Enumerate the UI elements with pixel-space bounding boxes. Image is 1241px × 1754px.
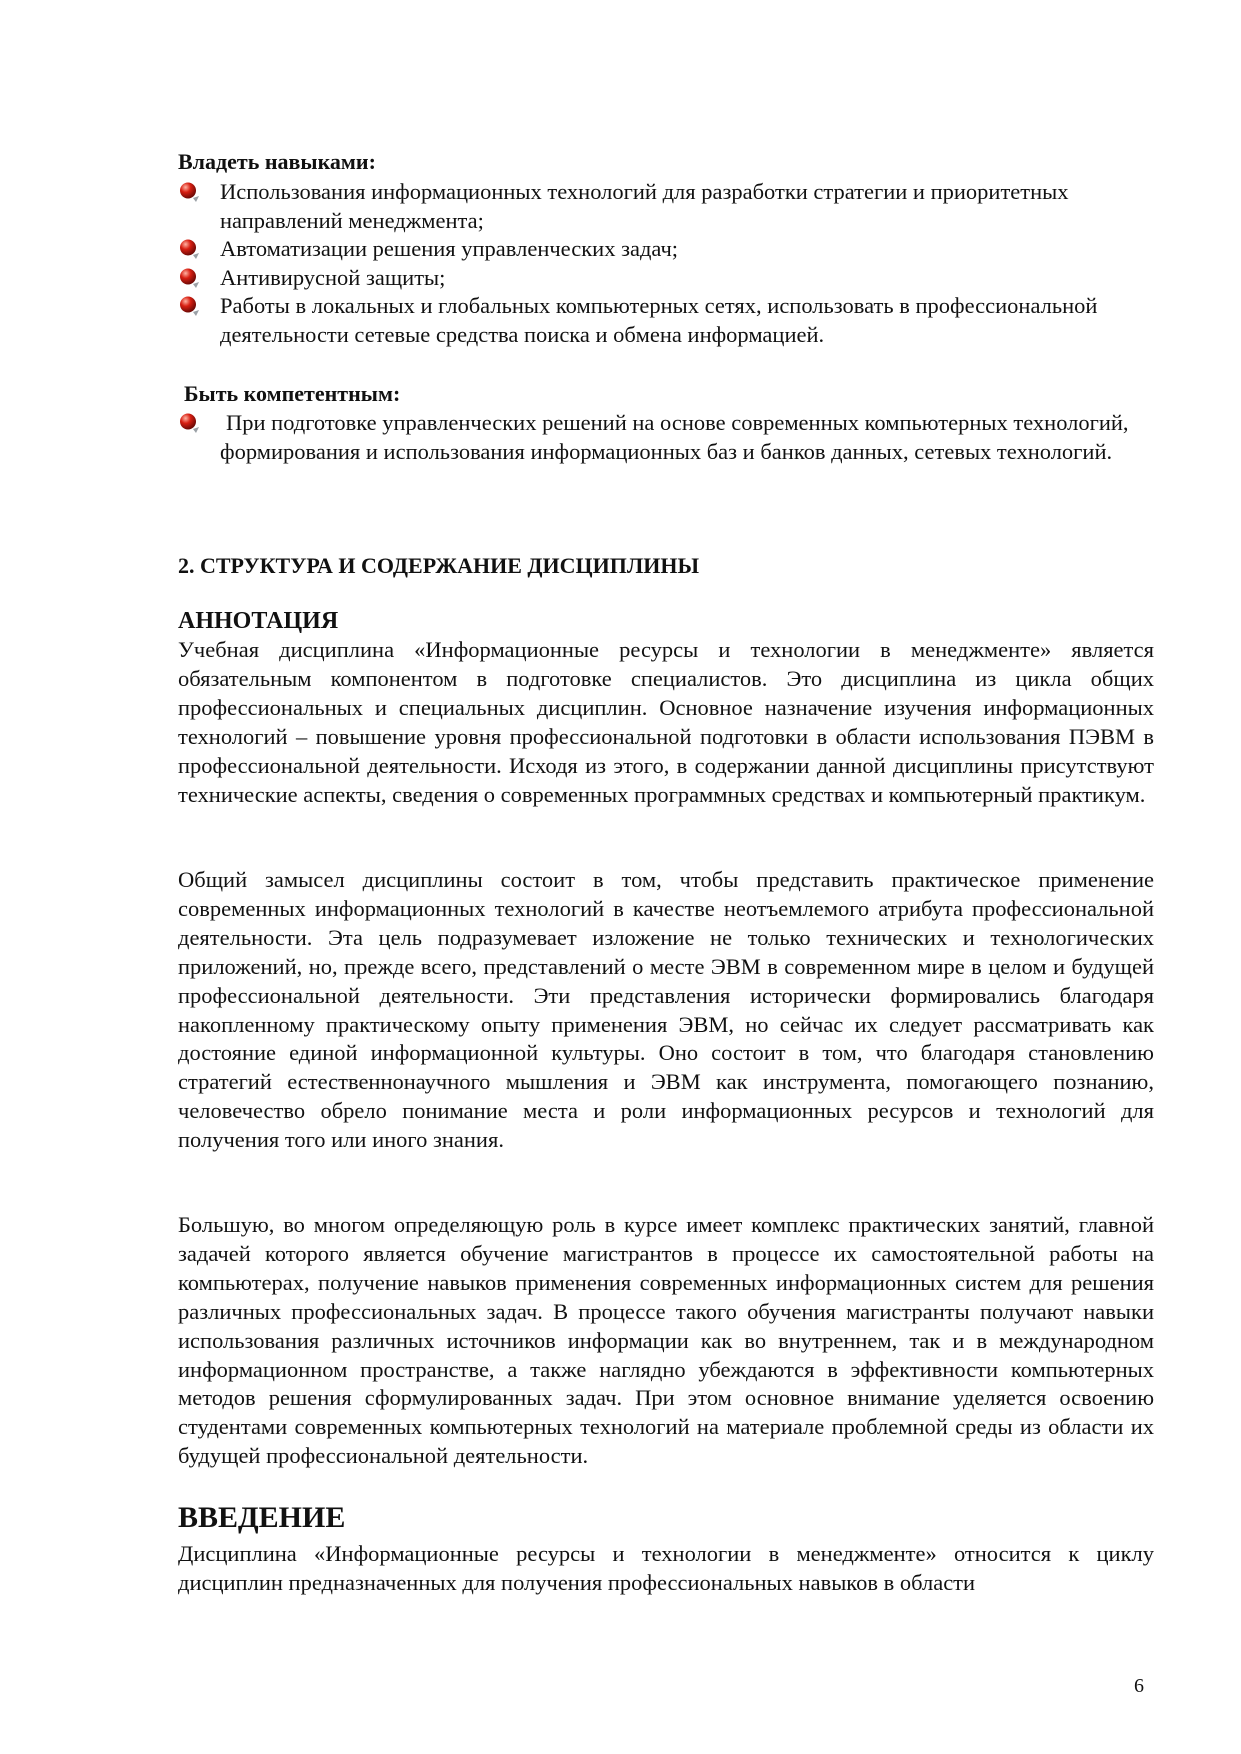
skills-heading: Владеть навыками: — [178, 149, 376, 174]
introduction-title: ВВЕДЕНИЕ — [178, 1501, 346, 1534]
annotation-paragraph: Большую, во многом определяющую роль в курсе имеет комплекс практических занятий, главной задачей которого является обучение магистрантов в процессе их самостоятельной работы на компьютерах, получение навыков применения современных информационных систем для решения различных профессиональных задач. В процессе такого обучения магистранты получают навыки использования различных источников информации как во внутреннем, так и в международном информационном пространстве, а также наглядно убеждаются в эффективности компьютерных методов решения сформулированных задач. При этом основное внимание уделяется освоению студентами современных компьютерных технологий на материале проблемной среды из области их будущей профессиональной деятельности. — [178, 1212, 1154, 1469]
list-item — [178, 409, 1138, 466]
competence-list — [178, 409, 1138, 466]
annotation-paragraph: Общий замысел дисциплины состоит в том, чтобы представить практическое применение современных информационных технологий в качестве неотъемлемого атрибута профессиональной деятельности. Эта цель подразумевает изложение не только технических и технологических приложений, но, прежде всего, представлений о месте ЭВМ в современном мире в целом и будущей профессиональной деятельности. Эти представления исторически формировались благодаря накопленному практическому опыту применения ЭВМ, но сейчас их следует рассматривать как достояние единой информационной культуры. Оно состоит в том, что благодаря становлению стратегий естественнонаучного мышления и ЭВМ как инструмента, помогающего познанию, человечество обрело понимание места и роли информационных ресурсов и технологий для получения того или иного знания. — [178, 867, 1154, 1153]
introduction-paragraph: Дисциплина «Информационные ресурсы и технологии в менеджменте» относится к циклу дисциплин предназначенных для получения профессиональных навыков в области — [178, 1541, 1154, 1595]
red-ball-icon — [178, 238, 200, 260]
list-item-text: Автоматизации решения управленческих задач; — [220, 236, 679, 261]
competence-heading: Быть компетентным: — [184, 381, 401, 406]
list-item-text: Работы в локальных и глобальных компьютерных сетях, использовать в профессиональной деятельности сетевые средства поиска и обмена информацией. — [220, 293, 1098, 347]
page-number: 6 — [1134, 1675, 1144, 1697]
red-ball-icon — [178, 267, 200, 289]
red-ball-icon — [178, 295, 200, 317]
list-item — [178, 292, 1138, 349]
list-item — [178, 178, 1138, 235]
list-item — [178, 235, 1138, 264]
red-ball-icon — [178, 181, 200, 203]
annotation-paragraph: Учебная дисциплина «Информационные ресурсы и технологии в менеджменте» является обязательным компонентом в подготовке специалистов. Это дисциплина из цикла общих профессиональных и специальных дисциплин. Основное назначение изучения информационных технологий – повышение уровня профессиональной подготовки в области использования ПЭВМ в профессиональной деятельности. Исходя из этого, в содержании данной дисциплины присутствуют технические аспекты, сведения о современных программных средствах и компьютерный практикум. — [178, 637, 1154, 807]
skills-list — [178, 178, 1138, 349]
list-item-text: Антивирусной защиты; — [220, 264, 446, 290]
section-title: 2. СТРУКТУРА И СОДЕРЖАНИЕ ДИСЦИПЛИНЫ — [178, 553, 700, 578]
list-item — [178, 264, 1138, 293]
list-item-text: При подготовке управленческих решений на основе современных компьютерных технологий, формирования и использования информационных баз и банков данных, сетевых технологий. — [220, 410, 1129, 464]
red-ball-icon — [178, 412, 200, 434]
annotation-title: АННОТАЦИЯ — [178, 608, 339, 634]
list-item-text: Использования информационных технологий для разработки стратегии и приоритетных направлений менеджмента; — [220, 179, 1069, 233]
